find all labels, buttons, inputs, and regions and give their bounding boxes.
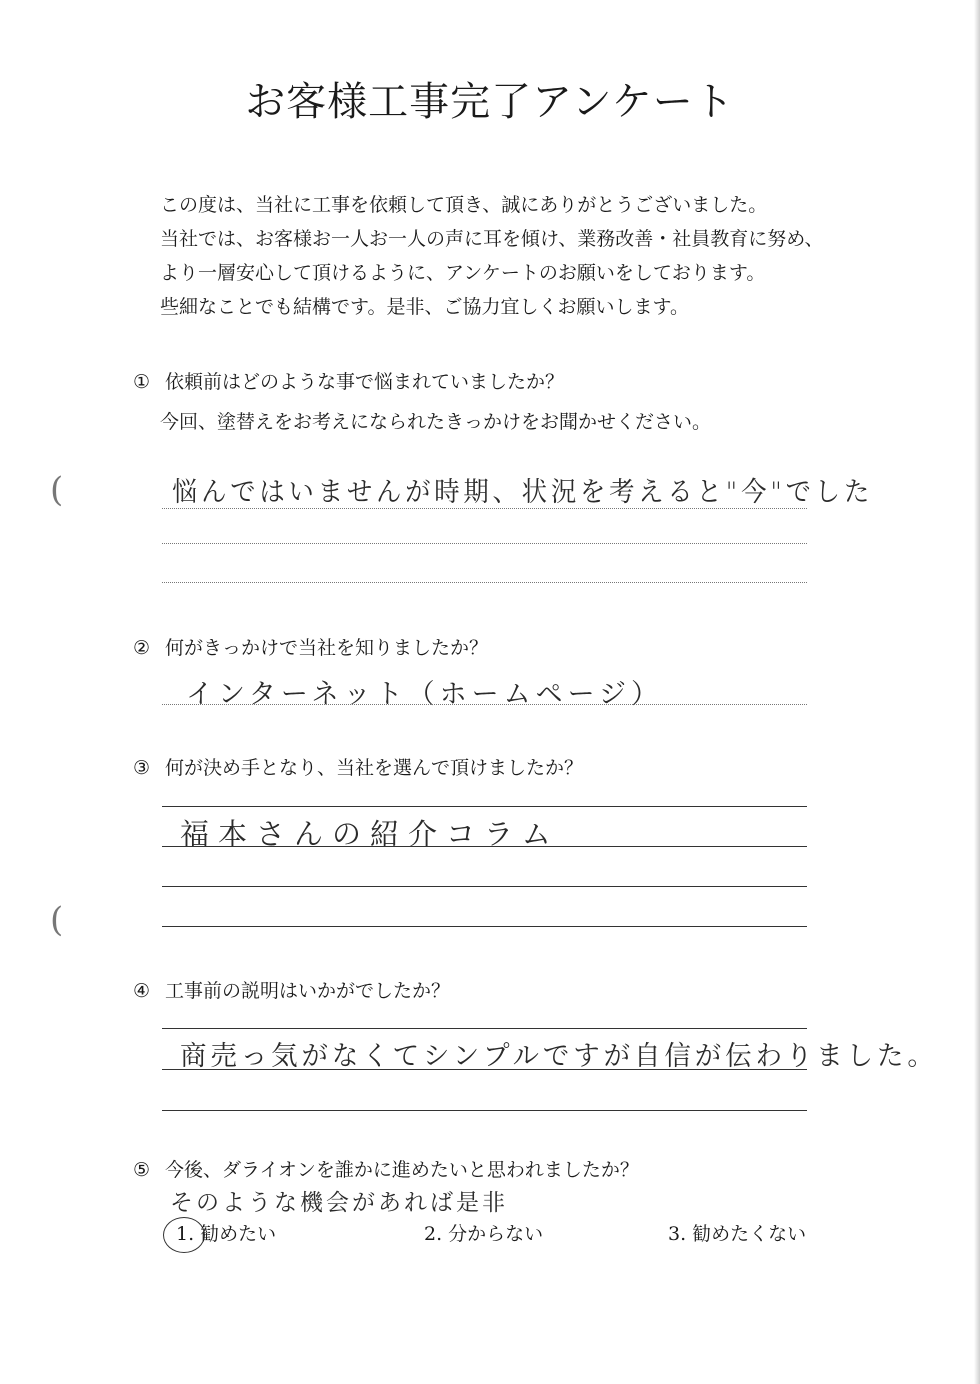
answer-line bbox=[162, 704, 807, 705]
margin-mark: ( bbox=[50, 900, 64, 940]
question-number: ④ bbox=[133, 980, 151, 1002]
question-text: 何が決め手となり、当社を選んで頂けましたか？ bbox=[165, 757, 584, 779]
answer-line bbox=[162, 543, 807, 544]
intro-line: この度は、当社に工事を依頼して頂き、誠にありがとうございました。 bbox=[160, 194, 768, 216]
answer-line bbox=[162, 926, 807, 927]
question-4 bbox=[133, 975, 853, 1007]
question-number: ① bbox=[133, 371, 151, 393]
question-3 bbox=[133, 752, 853, 784]
answer-line bbox=[162, 886, 807, 887]
intro-line: より一層安心して頂けるように、アンケートのお願いをしております。 bbox=[160, 262, 766, 284]
scan-edge-shadow bbox=[974, 0, 980, 1384]
question-1 bbox=[133, 366, 853, 398]
question-text: 工事前の説明はいかがでしたか？ bbox=[165, 980, 451, 1002]
question-number: ② bbox=[133, 637, 151, 659]
margin-mark: ( bbox=[50, 470, 64, 510]
question-text: 依頼前はどのような事で悩まれていましたか？ bbox=[165, 371, 565, 393]
answer-line bbox=[162, 1028, 807, 1029]
option-recommend[interactable]: 1. 勧めたい bbox=[176, 1223, 277, 1245]
intro-line: 当社では、お客様お一人お一人の声に耳を傾け、業務改善・社員教育に努め、 bbox=[160, 228, 824, 250]
answer-3-handwriting: 福本さんの紹介コラム bbox=[180, 817, 560, 851]
answer-1-handwriting: 悩んではいませんが時期、状況を考えると"今"でした bbox=[172, 477, 874, 508]
answer-5-handwriting: そのような機会があれば是非 bbox=[170, 1190, 508, 1216]
option-not-recommend[interactable]: 3. 勧めたくない bbox=[668, 1223, 807, 1245]
question-2 bbox=[133, 632, 853, 664]
answer-line bbox=[162, 1110, 807, 1111]
intro-paragraph bbox=[160, 188, 880, 324]
answer-line bbox=[162, 508, 807, 509]
question-number: ③ bbox=[133, 757, 151, 779]
answer-line bbox=[162, 806, 807, 807]
question-text: 何がきっかけで当社を知りましたか？ bbox=[165, 637, 489, 659]
intro-line: 些細なことでも結構です。是非、ご協力宜しくお願いします。 bbox=[160, 296, 689, 318]
answer-line bbox=[162, 582, 807, 583]
survey-title: お客様工事完了アンケート bbox=[245, 79, 735, 125]
option-unsure[interactable]: 2. 分からない bbox=[424, 1223, 544, 1245]
question-text: 今後、ダライオンを誰かに進めたいと思われましたか？ bbox=[165, 1159, 639, 1181]
question-1-subtext: 今回、塗替えをお考えになられたきっかけをお聞かせください。 bbox=[160, 411, 712, 433]
question-number: ⑤ bbox=[133, 1159, 151, 1181]
answer-4-handwriting: 商売っ気がなくてシンプルですが自信が伝わりました。 bbox=[180, 1041, 938, 1072]
answer-line bbox=[162, 1069, 807, 1070]
question-5 bbox=[133, 1154, 853, 1186]
answer-line bbox=[162, 846, 807, 847]
answer-2-handwriting: インターネット（ホームページ） bbox=[186, 679, 664, 710]
